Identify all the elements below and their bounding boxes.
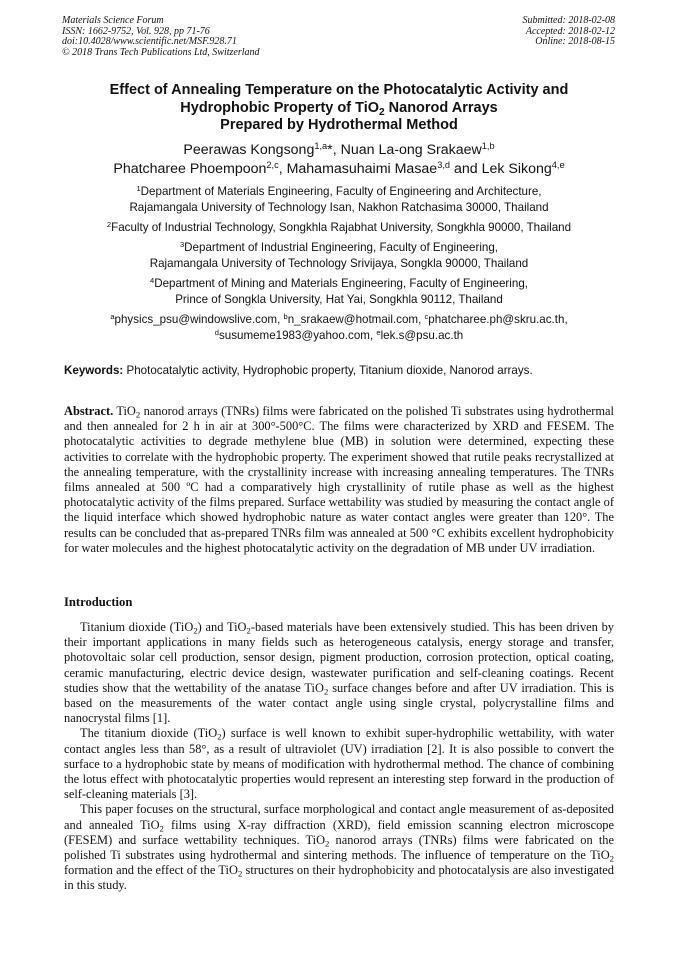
author-line-2: Phatcharee Phoempoon$^{2,c}$, Mahamasuhaimi Masae$^{3,d}$ and Lek Sikong$^{4,e}$	[113, 159, 565, 177]
journal-header	[62, 16, 260, 58]
keywords-label: Keywords:	[64, 364, 124, 377]
affiliation-3: $^3$Department of Industrial Engineering, Faculty of Engineering, Rajamangala University of Technology Srivijaya, Songkla 90000, Thailand	[149, 239, 529, 270]
paper-title	[40, 82, 638, 135]
title-line-2: Hydrophobic Property of TiO$_2$ Nanorod Arrays	[180, 99, 498, 118]
author-name: , Mahamasuhaimi Masae	[278, 160, 438, 177]
paragraph: This paper focuses on the structural, surface morphological and contact angle measurement of as-deposited and annealed TiO$_2$ films using X-ray diffraction (XRD), field emission scanning electron microscope (FESEM) and surface wettability techniques. TiO$_2$ nanorod arrays (TNRs) films were fabricated on the polished Ti substrates using hydrothermal and sintering methods. The influence of temperature on the TiO$_2$ formation and the effect of the TiO$_2$ structures on their hydrophobicity and photocatalysis are also investigated in this study.	[64, 802, 615, 893]
email-link[interactable]: physics_psu@windowslive.com,	[114, 313, 284, 326]
affiliation-4: $^4$Department of Mining and Materials Engineering, Faculty of Engineering, Prince of Songkla University, Hat Yai, Songkhla 90112, Thailand	[150, 275, 528, 306]
date-submitted: Submitted: 2018-02-08	[522, 15, 615, 26]
author-name: Peerawas Kongsong	[183, 142, 315, 158]
keywords-text: Photocatalytic activity, Hydrophobic property, Titanium dioxide, Nanorod arrays.	[123, 364, 533, 377]
section-heading-introduction: Introduction	[64, 595, 133, 609]
journal-doi: doi:10.4028/www.scientific.net/MSF.928.71	[62, 36, 237, 47]
author-list	[30, 141, 648, 178]
email-link[interactable]: n_srakaew@hotmail.com,	[287, 313, 425, 326]
affiliations	[40, 184, 638, 344]
abstract: Abstract. TiO$_2$ nanorod arrays (TNRs) films were fabricated on the polished Ti substrates using hydrothermal and then annealed for 2 h in air at 300°-500°C. The films were characterized by XRD and FESEM. The photocatalytic activities to degrade methylene blue (MB) in solution were determined, expecting these activities to correlate with the hydrophobic property. The experiment showed that rutile peaks recrystallized at the annealing temperature, with the crystallinity increase with increasing annealing temperatures. The TNRs films annealed at 500 ºC had a comparatively high crystallinity of rutile phase as well as the highest photocatalytic activity of the films prepared. Surface wettability was studied by measuring the contact angle of the liquid interface which showed hydrophobic nature as water contact angles were greater than 120°. The results can be concluded that as-prepared TNRs film was annealed at 500 °C exhibits excellent hydrophobicity for water molecules and the highest photocatalytic activity on the degradation of MB under UV irradiation.	[64, 404, 615, 555]
email-list: $^a$physics_psu@windowslive.com, $^b$n_srakaew@hotmail.com, $^c$phatcharee.ph@skru.ac.th, $^d$susumeme1983@yahoo.com, $^e$lek.s@psu.ac.th	[110, 311, 568, 342]
journal-name: Materials Science Forum	[62, 15, 164, 26]
date-accepted: Accepted: 2018-02-12	[525, 25, 615, 37]
email-link[interactable]: susumeme1983@yahoo.com,	[218, 329, 377, 342]
introduction-body	[64, 620, 614, 894]
dates-header	[523, 16, 616, 48]
title-line-1: Effect of Annealing Temperature on the Photocatalytic Activity and	[109, 82, 569, 98]
affiliation-2: $^2$Faculty of Industrial Technology, Songkhla Rajabhat University, Songkhla 90000, Thailand	[106, 219, 572, 234]
paragraph: Titanium dioxide (TiO$_2$) and TiO$_2$-based materials have been extensively studied. This has been driven by their important applications in many fields such as heterogeneous catalysis, energy storage and transfer, photovoltaic solar cell production, sensor design, pigment production, corrosion protection, optical coating, ceramic manufacturing, electric device design, wastewater purification and self-cleaning coatings. Recent studies show that the wettability of the anatase TiO$_2$ surface changes before and after UV irradiation. This is based on the measurements of the water contact angle using single crystal, polycrystalline films and nanocrystal films [1].	[64, 620, 615, 726]
author-line-1: Peerawas Kongsong$^{1,a}$*, Nuan La-ong Srakaew$^{1,b}$	[183, 140, 495, 158]
email-link[interactable]: phatcharee.ph@skru.ac.th,	[428, 313, 568, 326]
email-link[interactable]: lek.s@psu.ac.th	[380, 329, 464, 342]
author-name: , Nuan La-ong Srakaew	[332, 142, 482, 158]
author-name: Phatcharee Phoempoon	[113, 160, 267, 177]
affiliation-1: $^1$Department of Materials Engineering, Faculty of Engineering and Architecture, Rajamangala University of Technology Isan, Nakhon Ratchasima 30000, Thailand	[129, 183, 549, 214]
title-line-3: Prepared by Hydrothermal Method	[220, 117, 458, 133]
author-name: and Lek Sikong	[450, 160, 552, 177]
journal-issn: ISSN: 1662-9752, Vol. 928, pp 71-76	[62, 25, 210, 37]
abstract-label: Abstract.	[64, 404, 114, 418]
date-online: Online: 2018-08-15	[535, 36, 615, 47]
keywords	[64, 364, 624, 378]
journal-copyright: © 2018 Trans Tech Publications Ltd, Switzerland	[62, 46, 260, 58]
paragraph: The titanium dioxide (TiO$_2$) surface is well known to exhibit super-hydrophilic wettability, with water contact angles less than 58°, as a result of ultraviolet (UV) irradiation [2]. It is also possible to convert the surface to a hydrophobic state by means of modification with hydrothermal method. The chance of combining the lotus effect with photocatalytic properties would represent an interesting step forward in the production of self-cleaning materials [3].	[64, 726, 615, 802]
